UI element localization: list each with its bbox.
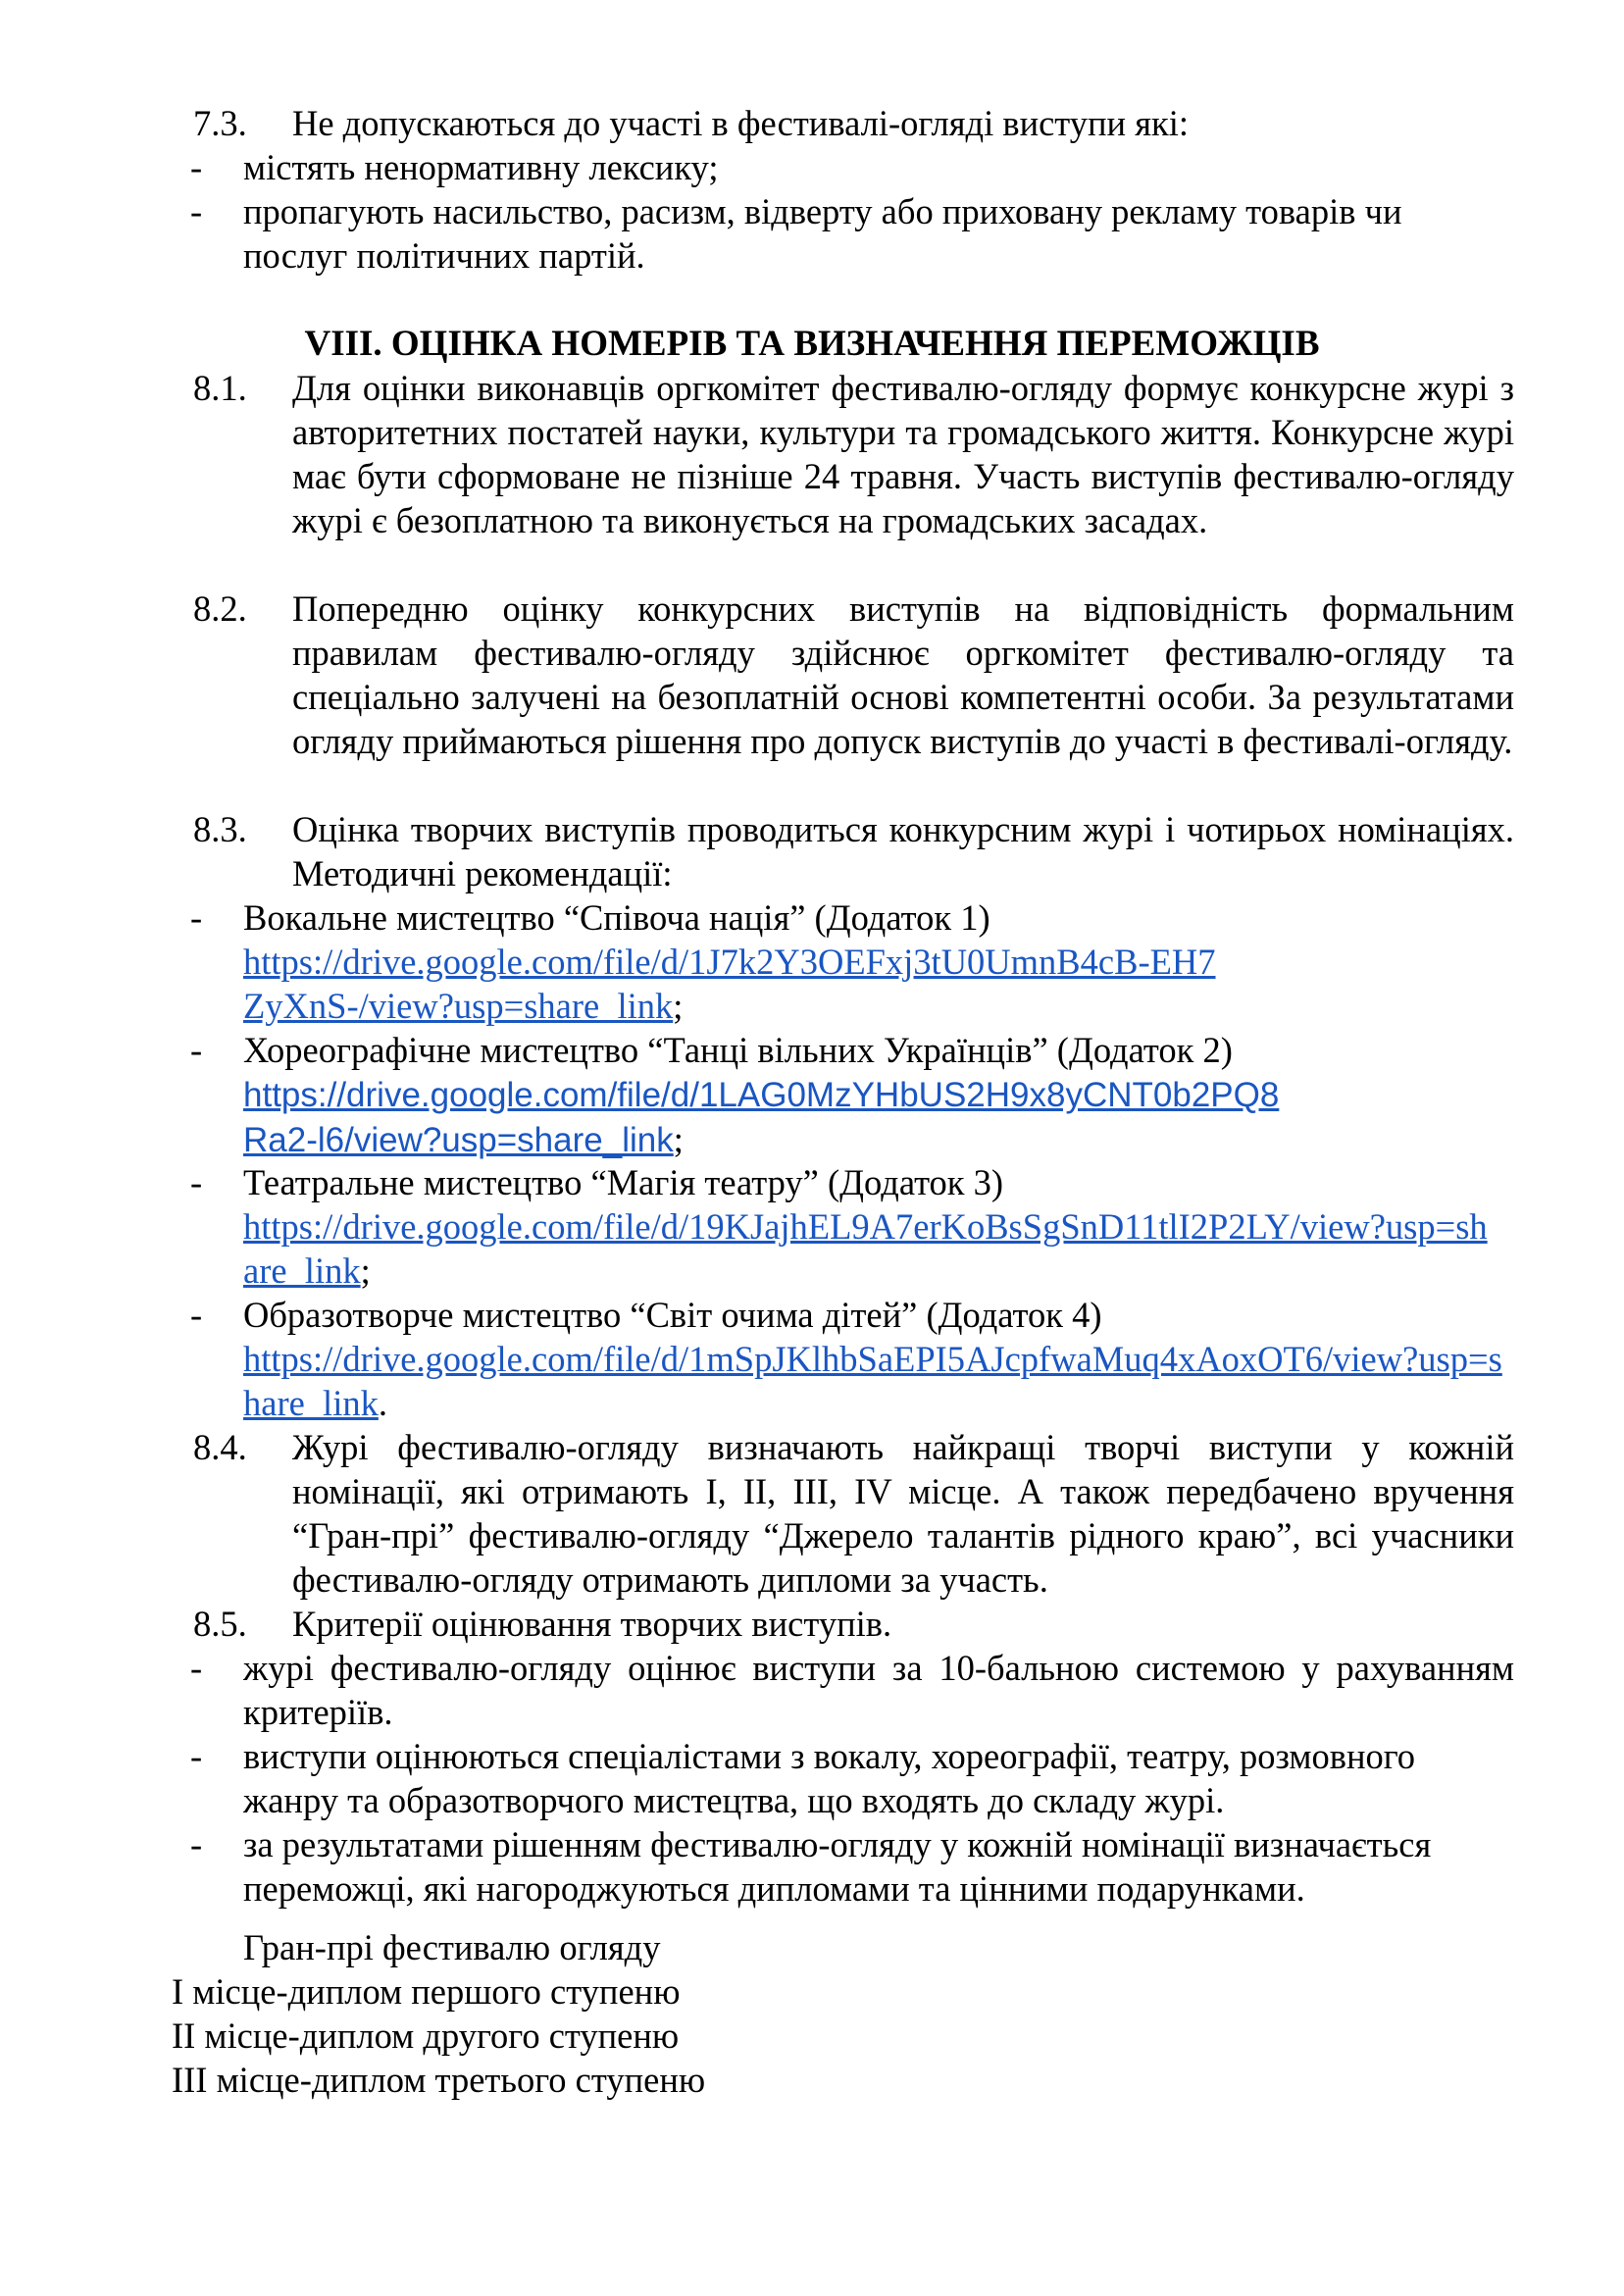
clause-number: 8.5. [193, 1604, 247, 1644]
list-item-text: містять ненормативну лексику; [243, 147, 719, 187]
bullet-dash: - [190, 1824, 203, 1864]
list-item-text: виступи оцінюються спеціалістами з вокалу, хореографії, театру, розмовного жанру та образотворчого мистецтва, що входять до складу журі. [243, 1736, 1416, 1820]
clause-number: 8.2. [193, 588, 247, 629]
nomination-label: Хореографічне мистецтво “Танці вільних Українців” (Додаток 2) [243, 1030, 1233, 1070]
nomination-label: Вокальне мистецтво “Співоча нація” (Додаток 1) [243, 897, 990, 938]
list-item-text: журі фестивалю-огляду оцінює виступи за 10-бальною системою у рахуванням критеріїв. [243, 1648, 1514, 1732]
clause-text: Попередню оцінку конкурсних виступів на відповідність формальним правилам фестивалю-огляду здійснює оргкомітет фестивалю-огляду та спеціально залучені на безоплатній основі компетентні особи. За результатами огляду приймаються рішення про допуск виступів до участі в фестивалі-огляду. [292, 588, 1514, 761]
clause-text: Критерії оцінювання творчих виступів. [292, 1604, 892, 1644]
award-place: III місце-диплом третього ступеню [172, 2060, 706, 2100]
appendix-link[interactable]: https://drive.google.com/file/d/1mSpJKlhbSaEPI5AJcpfwaMuq4xAoxOT6/view?usp=share_link [243, 1339, 1502, 1423]
bullet-dash: - [190, 1736, 203, 1776]
list-item-text: за результатами рішенням фестивалю-огляду у кожній номінації визначається переможці, які нагороджуються дипломами та цінними подарунками. [243, 1824, 1432, 1909]
nomination-label: Образотворче мистецтво “Світ очима дітей” (Додаток 4) [243, 1295, 1102, 1335]
appendix-link[interactable]: https://drive.google.com/file/d/1LAG0MzYHbUS2H9x8yCNT0b2PQ8Ra2-l6/view?usp=share_link [243, 1076, 1280, 1159]
list-item-text [243, 1293, 1514, 1425]
clause-number: 8.4. [193, 1427, 247, 1467]
appendix-link[interactable]: https://drive.google.com/file/d/1J7k2Y3OEFxj3tU0UmnB4cB-EH7ZyXnS-/view?usp=share_link [243, 942, 1216, 1026]
clause-number: 8.3. [193, 809, 247, 849]
list-item-text [243, 1028, 1514, 1162]
list-item-text [243, 895, 1514, 1028]
appendix-link[interactable]: https://drive.google.com/file/d/19KJajhEL9A7erKoBsSgSnD11tlI2P2LY/view?usp=share_link [243, 1206, 1488, 1291]
award-place: I місце-диплом першого ступеню [172, 1971, 681, 2012]
bullet-dash: - [190, 1295, 203, 1335]
bullet-dash: - [190, 897, 203, 938]
list-item-text: пропагують насильство, расизм, відверту або приховану рекламу товарів чи послуг політичних партій. [243, 191, 1402, 276]
clause-text: Не допускаються до участі в фестивалі-огляді виступи які: [292, 103, 1190, 143]
link-suffix: . [378, 1383, 387, 1423]
link-suffix: ; [673, 1119, 684, 1159]
bullet-dash: - [190, 1162, 203, 1202]
list-item-text [243, 1160, 1514, 1293]
clause-number: 7.3. [193, 103, 247, 143]
bullet-dash: - [190, 1648, 203, 1688]
nomination-label: Театральне мистецтво “Магія театру” (Додаток 3) [243, 1162, 1004, 1202]
clause-number: 8.1. [193, 368, 247, 408]
link-suffix: ; [360, 1250, 371, 1291]
bullet-dash: - [190, 191, 203, 231]
bullet-dash: - [190, 1030, 203, 1070]
section-heading: VIII. ОЦІНКА НОМЕРІВ ТА ВИЗНАЧЕННЯ ПЕРЕМОЖЦІВ [304, 324, 1320, 364]
award-place: II місце-диплом другого ступеню [172, 2015, 680, 2056]
clause-text: Для оцінки виконавців оргкомітет фестивалю-огляду формує конкурсне журі з авторитетних постатей науки, культури та громадського життя. Конкурсне журі має бути сформоване не пізніше 24 травня. Участь виступів фестивалю-огляду журі є безоплатною та виконується на громадських засадах. [292, 368, 1514, 540]
clause-text: Оцінка творчих виступів проводиться конкурсним журі і чотирьох номінаціях. Методичні рекомендації: [292, 809, 1514, 893]
clause-text: Журі фестивалю-огляду визначають найкращі творчі виступи у кожній номінації, які отримають I, II, III, IV місце. А також передбачено вручення “Гран-прі” фестивалю-огляду “Джерело талантів рідного краю”, всі учасники фестивалю-огляду отримають дипломи за участь. [292, 1427, 1514, 1600]
bullet-dash: - [190, 147, 203, 187]
grand-prix-line: Гран-прі фестивалю огляду [243, 1927, 661, 1967]
link-suffix: ; [673, 986, 684, 1026]
